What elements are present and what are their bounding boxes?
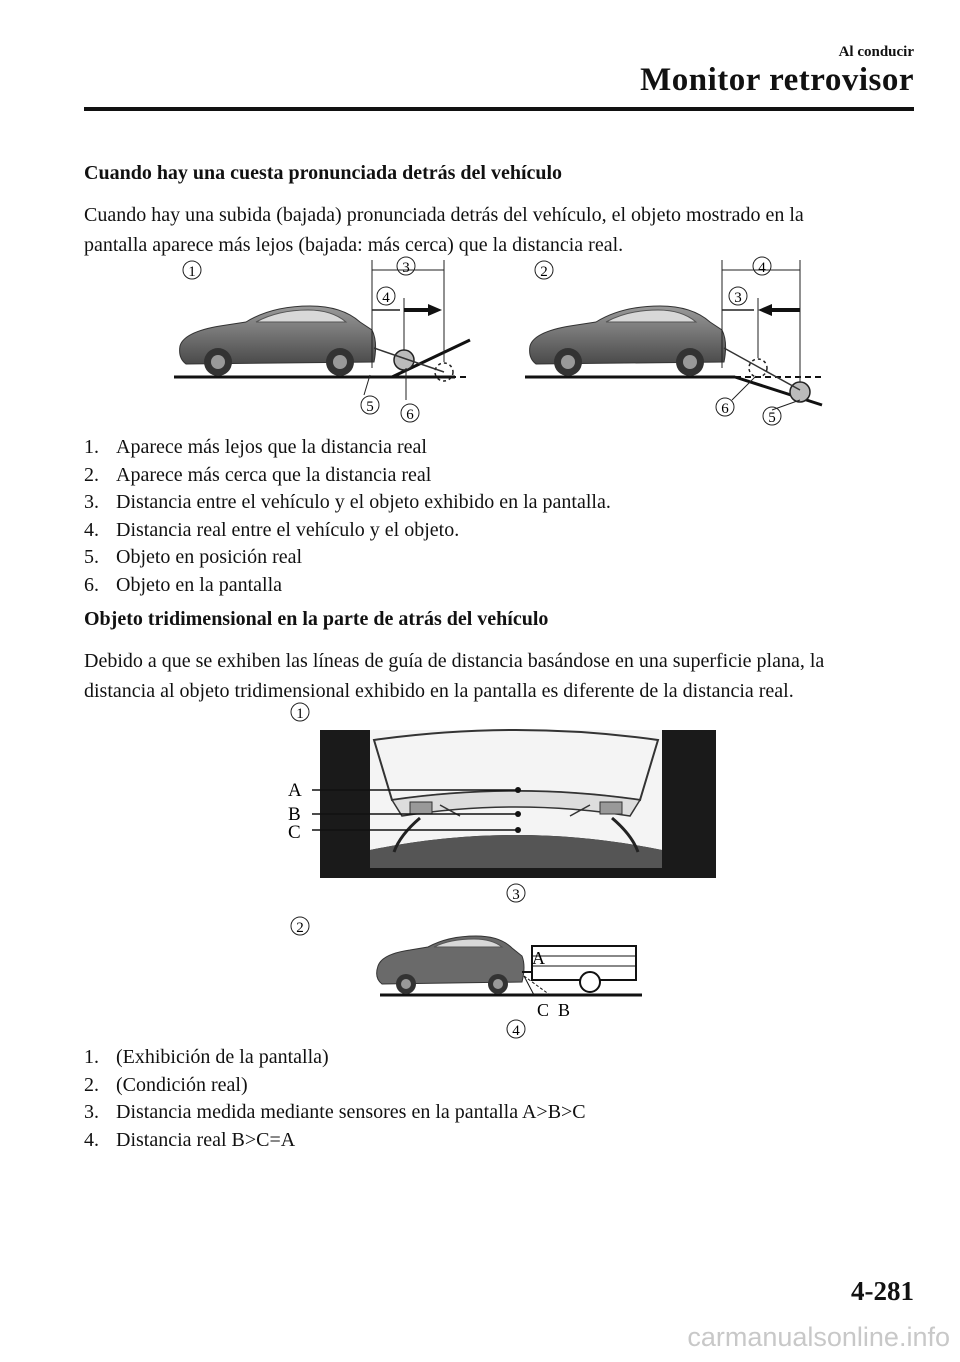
svg-text:2: 2 [540, 264, 548, 280]
paragraph-3d-object [84, 646, 920, 706]
callout-2 [535, 261, 553, 280]
uphill-panel [174, 260, 470, 400]
svg-text:6: 6 [406, 407, 414, 423]
callout-5 [763, 407, 781, 426]
callout-5 [361, 396, 379, 415]
arrow-icon [428, 304, 442, 316]
callout-3 [729, 287, 747, 306]
list-item: 4. Distancia real entre el vehículo y el objeto. [84, 518, 460, 541]
list-item: 2. Aparece más cerca que la distancia real [84, 463, 432, 486]
list-item: 6. Objeto en la pantalla [84, 573, 283, 596]
svg-text:4: 4 [382, 290, 390, 306]
svg-text:5: 5 [768, 410, 776, 426]
screen-object-icon [749, 359, 767, 377]
svg-text:5: 5 [366, 399, 374, 415]
list-item: 2. (Condición real) [84, 1073, 248, 1096]
section-heading-slope: Cuando hay una cuesta pronunciada detrás del vehículo [84, 162, 563, 184]
paragraph-line: Debido a que se exhiben las líneas de guía de distancia basándose en una superficie plana, la [84, 650, 825, 672]
svg-text:3: 3 [734, 290, 742, 306]
svg-text:3: 3 [512, 887, 520, 903]
label-b: B [288, 804, 301, 825]
label-a: A [288, 780, 302, 801]
page-title: Monitor retrovisor [640, 62, 914, 98]
paragraph-line: pantalla aparece más lejos (bajada: más cerca) que la distancia real. [84, 234, 624, 256]
callout-1 [291, 703, 309, 722]
svg-text:1: 1 [296, 706, 304, 722]
list-item: 3. Distancia medida mediante sensores en la pantalla A>B>C [84, 1101, 586, 1123]
svg-text:3: 3 [402, 260, 410, 276]
label-c: C [288, 822, 301, 843]
callout-4 [377, 287, 395, 306]
car-illustration [530, 306, 726, 376]
section-label: Al conducir [838, 44, 914, 60]
callout-6 [716, 398, 734, 417]
paragraph-line: distancia al objeto tridimensional exhibido en la pantalla es diferente de la distancia real. [84, 680, 794, 702]
section-heading-3d-object: Objeto tridimensional en la parte de atrás del vehículo [84, 608, 549, 630]
header-rule [84, 107, 914, 111]
callout-4 [507, 1020, 525, 1039]
list-item: 5. Objeto en posición real [84, 546, 303, 568]
downhill-panel [525, 260, 822, 410]
svg-text:1: 1 [188, 264, 196, 280]
legend-list-3d-object [84, 1044, 586, 1154]
real-condition [377, 936, 642, 995]
page-number: 4-281 [851, 1276, 914, 1306]
paragraph-line: Cuando hay una subida (bajada) pronunciada detrás del vehículo, el objeto mostrado en la [84, 204, 804, 226]
svg-text:4: 4 [758, 260, 766, 276]
legend-list-slope [84, 434, 611, 599]
car-illustration [180, 306, 376, 376]
sensor-distance-diagram [270, 700, 730, 1045]
label-a: A [532, 948, 545, 968]
svg-text:4: 4 [512, 1023, 520, 1039]
list-item: 3. Distancia entre el vehículo y el objeto exhibido en la pantalla. [84, 491, 611, 513]
callout-3 [397, 257, 415, 276]
real-object-icon [790, 382, 810, 402]
svg-text:6: 6 [721, 401, 729, 417]
callout-3 [507, 884, 525, 903]
label-c: C [537, 1000, 550, 1020]
svg-text:2: 2 [296, 920, 304, 936]
callout-6 [401, 404, 419, 423]
screen-display [312, 730, 716, 878]
callout-4 [753, 257, 771, 276]
callout-2 [291, 917, 309, 936]
footer-watermark[interactable]: carmanualsonline.info [687, 1322, 950, 1352]
list-item: 1. (Exhibición de la pantalla) [84, 1046, 329, 1068]
callout-1 [183, 261, 201, 280]
list-item: 4. Distancia real B>C=A [84, 1128, 296, 1151]
slope-diagram [160, 250, 840, 435]
list-item: 1. Aparece más lejos que la distancia real [84, 436, 427, 458]
arrow-icon [758, 304, 772, 316]
label-b: B [558, 1000, 571, 1020]
